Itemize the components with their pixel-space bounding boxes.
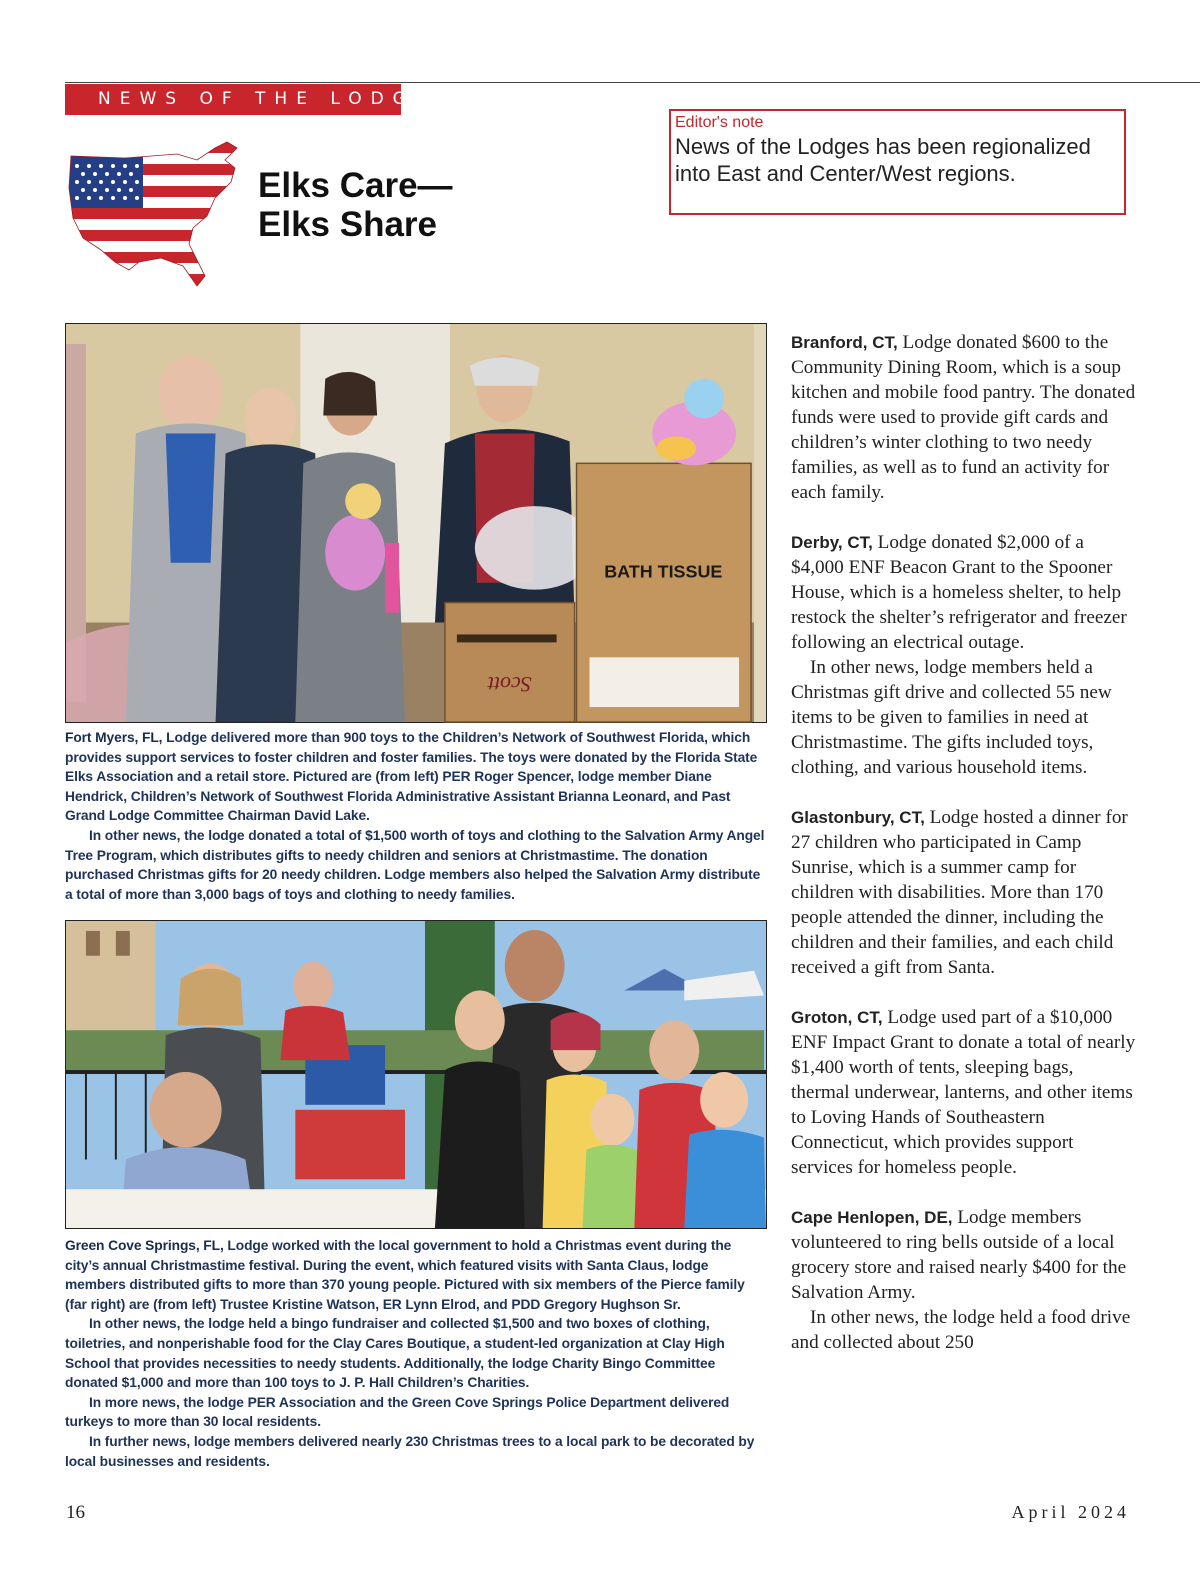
caption-paragraph: In further news, lodge members delivered nearly 230 Christmas trees to a local park to be decorated by local businesses and residents. bbox=[65, 1433, 755, 1469]
headline-line-1: Elks Care— bbox=[258, 166, 453, 205]
us-flag-map-icon bbox=[65, 138, 245, 290]
article-branford bbox=[791, 330, 1136, 505]
article-groton bbox=[791, 1005, 1136, 1180]
green-cove-springs-photo bbox=[65, 920, 767, 1229]
article-paragraph: In other news, the lodge held a food drive and collected about 250 bbox=[791, 1307, 1131, 1353]
caption-text: Lodge worked with the local government to hold a Christmas event during the city’s annual Christmastime festival. During the event, which featured visits with Santa Claus, lodge members distributed gifts to more than 370 young people. Pictured with six members of the Pierce family (far right) are (from left) Trustee Kristine Watson, ER Lynn Elrod, and PDD Gregory Hughson Sr. bbox=[65, 1238, 745, 1312]
fort-myers-caption bbox=[65, 728, 767, 904]
article-cape-henlopen bbox=[791, 1205, 1136, 1305]
editor-note-text: News of the Lodges has been regionalized into East and Center/West regions. bbox=[675, 134, 1091, 186]
green-cove-springs-caption bbox=[65, 1236, 767, 1471]
article-text: Lodge donated $600 to the Community Dining Room, which is a soup kitchen and mobile food pantry. The donated funds were used to provide gift cards and children’s winter clothing to two needy families, as well as to fund an activity for each family. bbox=[791, 332, 1136, 503]
article-place: Cape Henlopen, DE, bbox=[791, 1208, 953, 1227]
top-rule bbox=[65, 82, 1200, 83]
articles-column bbox=[791, 330, 1136, 1355]
article-spacer bbox=[791, 1180, 1136, 1205]
article-text: Lodge donated $2,000 of a $4,000 ENF Beacon Grant to the Spooner House, which is a homeless shelter, to help restock the shelter’s refrigerator and freezer following an electrical outage. bbox=[791, 532, 1127, 653]
article-place: Branford, CT, bbox=[791, 333, 898, 352]
editor-note-label: Editor's note bbox=[675, 114, 764, 131]
article-place: Derby, CT, bbox=[791, 533, 873, 552]
headline-line-2: Elks Share bbox=[258, 205, 437, 244]
issue-date: April 2024 bbox=[1011, 1502, 1130, 1522]
box-brand-text: Scott bbox=[487, 672, 532, 698]
page-number: 16 bbox=[66, 1502, 85, 1523]
caption-paragraph: In more news, the lodge PER Association and the Green Cove Springs Police Department delivered turkeys to more than 30 local residents. bbox=[65, 1394, 730, 1430]
caption-place: Fort Myers, FL, bbox=[65, 730, 163, 745]
fort-myers-photo bbox=[65, 323, 767, 723]
article-paragraph: In other news, lodge members held a Christmas gift drive and collected 55 new items to be given to families in need at Christmastime. The gifts included toys, clothing, and various household items. bbox=[791, 657, 1112, 778]
caption-paragraph: In other news, the lodge donated a total of $1,500 worth of toys and clothing to the Salvation Army Angel Tree Program, which distributes gifts to needy children and seniors at Christmastime. The donation purchased Christmas gifts for 20 needy children. Lodge members also helped the Salvation Army distribute a total of more than 3,000 bags of toys and clothing to needy families. bbox=[65, 827, 765, 902]
caption-text: Lodge delivered more than 900 toys to the Children’s Network of Southwest Florida, which provides support services to foster children and foster families. The toys were donated by the Florida State Elks Association and a retail store. Pictured are (from left) PER Roger Spencer, lodge member Diane Hendrick, Children’s Network of Southwest Florida Administrative Assistant Brianna Leonard, and Past Grand Lodge Committee Chairman David Lake. bbox=[65, 730, 758, 824]
article-derby bbox=[791, 530, 1136, 655]
article-text: Lodge members volunteered to ring bells outside of a local grocery store and raised nearly $400 for the Salvation Army. bbox=[791, 1207, 1127, 1303]
caption-place: Green Cove Springs, FL, bbox=[65, 1238, 224, 1253]
article-glastonbury bbox=[791, 805, 1136, 980]
article-spacer bbox=[791, 980, 1136, 1005]
box-label-text: BATH TISSUE bbox=[604, 561, 723, 582]
headline bbox=[258, 166, 518, 244]
caption-paragraph: In other news, the lodge held a bingo fundraiser and collected $1,500 and two boxes of clothing, toiletries, and nonperishable food for the Clay Cares Boutique, a student-led organization at Clay High School that provides necessities to needy students. Additionally, the lodge Charity Bingo Committee donated $1,000 and more than 100 toys to J. P. Hall Children’s Charities. bbox=[65, 1316, 725, 1391]
section-banner: NEWS OF THE LODGES bbox=[65, 84, 401, 115]
article-spacer bbox=[791, 505, 1136, 530]
article-place: Glastonbury, CT, bbox=[791, 808, 925, 827]
article-text: Lodge hosted a dinner for 27 children who participated in Camp Sunrise, which is a summer camp for children with disabilities. More than 170 people attended the dinner, including the children and their families, and each child received a gift from Santa. bbox=[791, 807, 1128, 978]
article-spacer bbox=[791, 780, 1136, 805]
article-place: Groton, CT, bbox=[791, 1008, 883, 1027]
article-text: Lodge used part of a $10,000 ENF Impact Grant to donate a total of nearly $1,400 worth of tents, sleeping bags, thermal underwear, lanterns, and other items to Loving Hands of Southeastern Connecticut, which provides support services for homeless people. bbox=[791, 1007, 1136, 1178]
editor-note-box bbox=[669, 109, 1126, 215]
